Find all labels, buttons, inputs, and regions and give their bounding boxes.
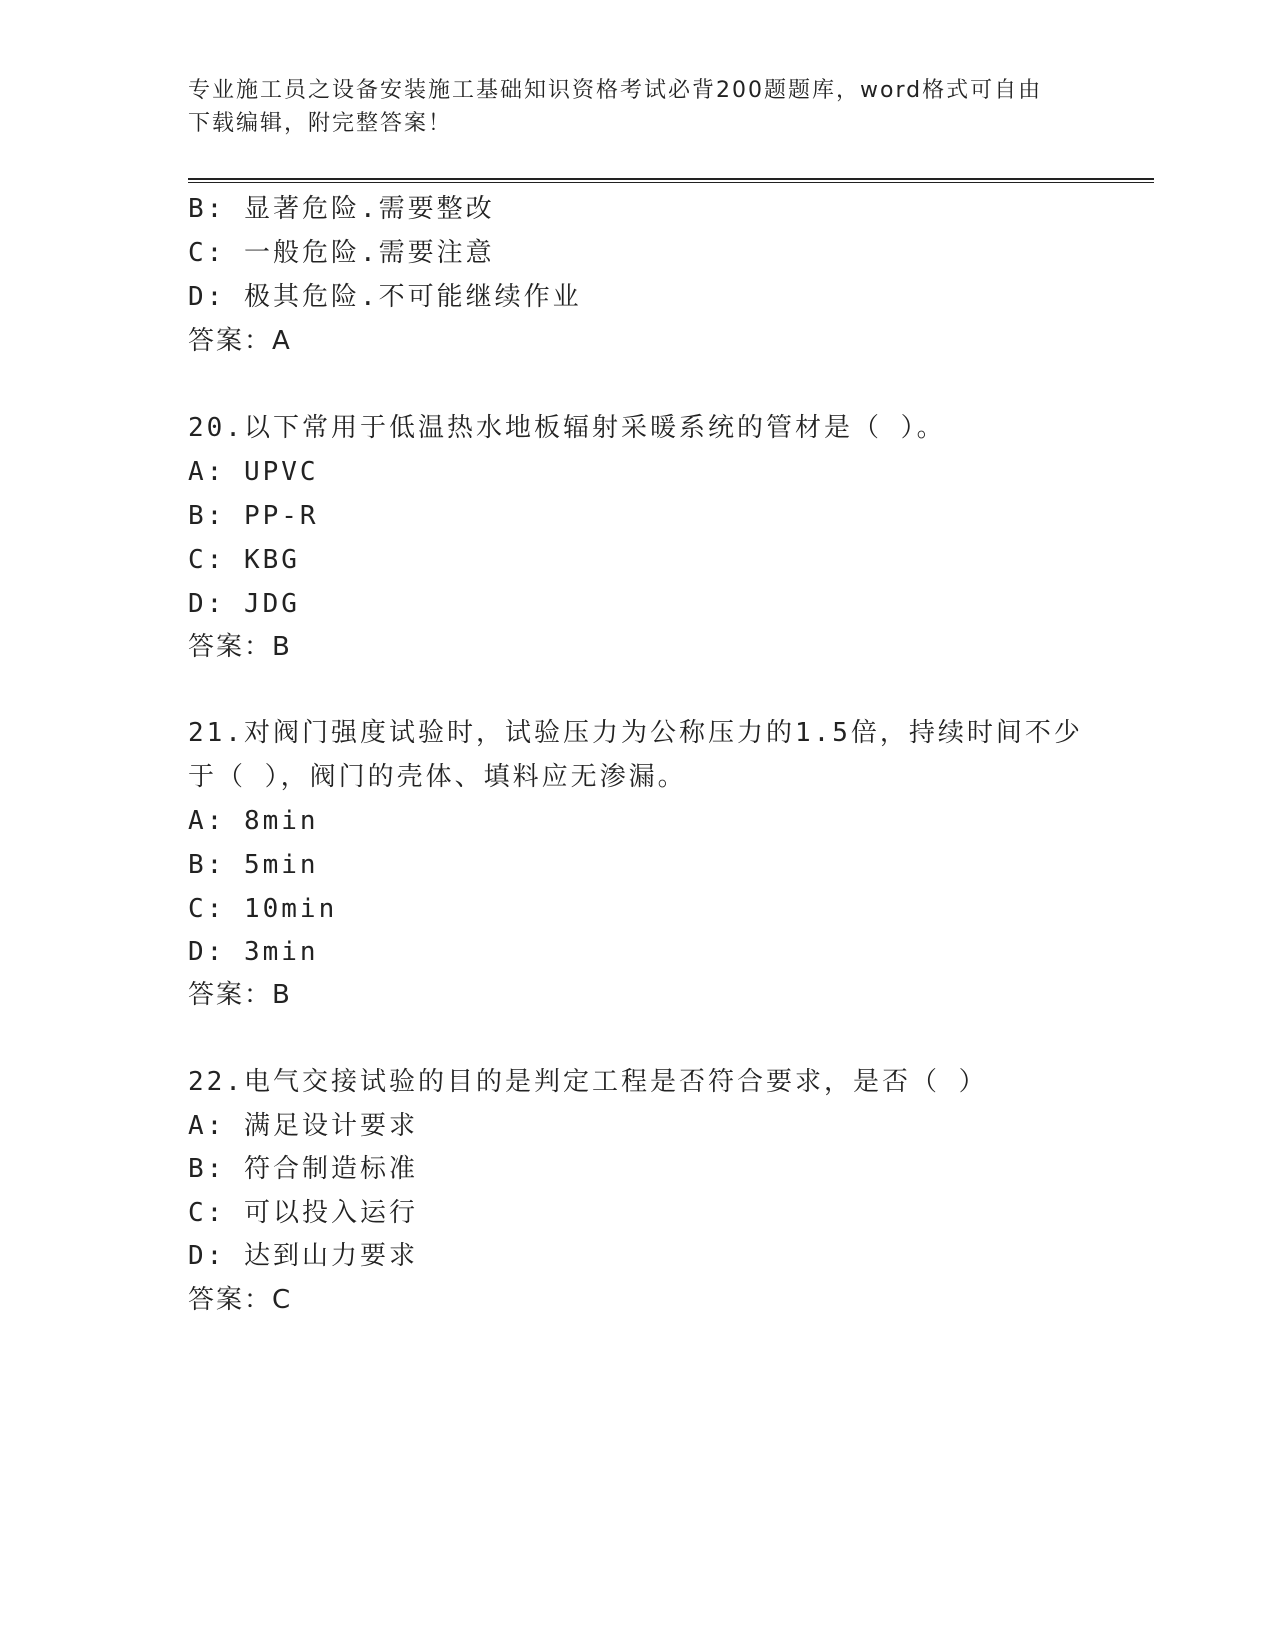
q21-stem-line-1: 21.对阀门强度试验时，试验压力为公称压力的1.5倍，持续时间不少 xyxy=(188,718,1083,748)
q20-option-a: A: UPVC xyxy=(188,457,319,487)
q22-stem: 22.电气交接试验的目的是判定工程是否符合要求，是否（ ） xyxy=(188,1067,988,1097)
q22-option-b: B: 符合制造标准 xyxy=(188,1154,418,1184)
header-line-2: 下载编辑，附完整答案！ xyxy=(188,111,453,136)
q19-answer: 答案：A xyxy=(188,326,292,356)
q20-option-d: D: JDG xyxy=(188,589,300,619)
q22-answer: 答案：C xyxy=(188,1285,293,1315)
q19-option-d: D: 极其危险.不可能继续作业 xyxy=(188,282,582,312)
q21-option-c: C: 10min xyxy=(188,894,338,924)
q21-option-b: B: 5min xyxy=(188,850,319,880)
q21-option-a: A: 8min xyxy=(188,806,319,836)
q20-option-c: C: KBG xyxy=(188,545,300,575)
q22-option-a: A: 满足设计要求 xyxy=(188,1111,418,1141)
q19-option-b: B: 显著危险.需要整改 xyxy=(188,194,495,224)
q22-option-d: D: 达到山力要求 xyxy=(188,1241,418,1271)
q22-option-c: C: 可以投入运行 xyxy=(188,1198,418,1228)
q20-stem: 20.以下常用于低温热水地板辐射采暖系统的管材是（ ）。 xyxy=(188,413,946,443)
q20-answer: 答案：B xyxy=(188,632,292,662)
q21-option-d: D: 3min xyxy=(188,937,319,967)
header-divider-thin xyxy=(188,182,1154,183)
q21-stem-line-2: 于（ ），阀门的壳体、填料应无渗漏。 xyxy=(188,762,687,792)
header-line-1: 专业施工员之设备安装施工基础知识资格考试必背200题题库，word格式可自由 xyxy=(188,78,1043,103)
q21-answer: 答案：B xyxy=(188,980,292,1010)
q19-option-c: C: 一般危险.需要注意 xyxy=(188,238,495,268)
q20-option-b: B: PP-R xyxy=(188,501,319,531)
document-header xyxy=(188,74,1088,140)
header-divider-thick xyxy=(188,178,1154,180)
